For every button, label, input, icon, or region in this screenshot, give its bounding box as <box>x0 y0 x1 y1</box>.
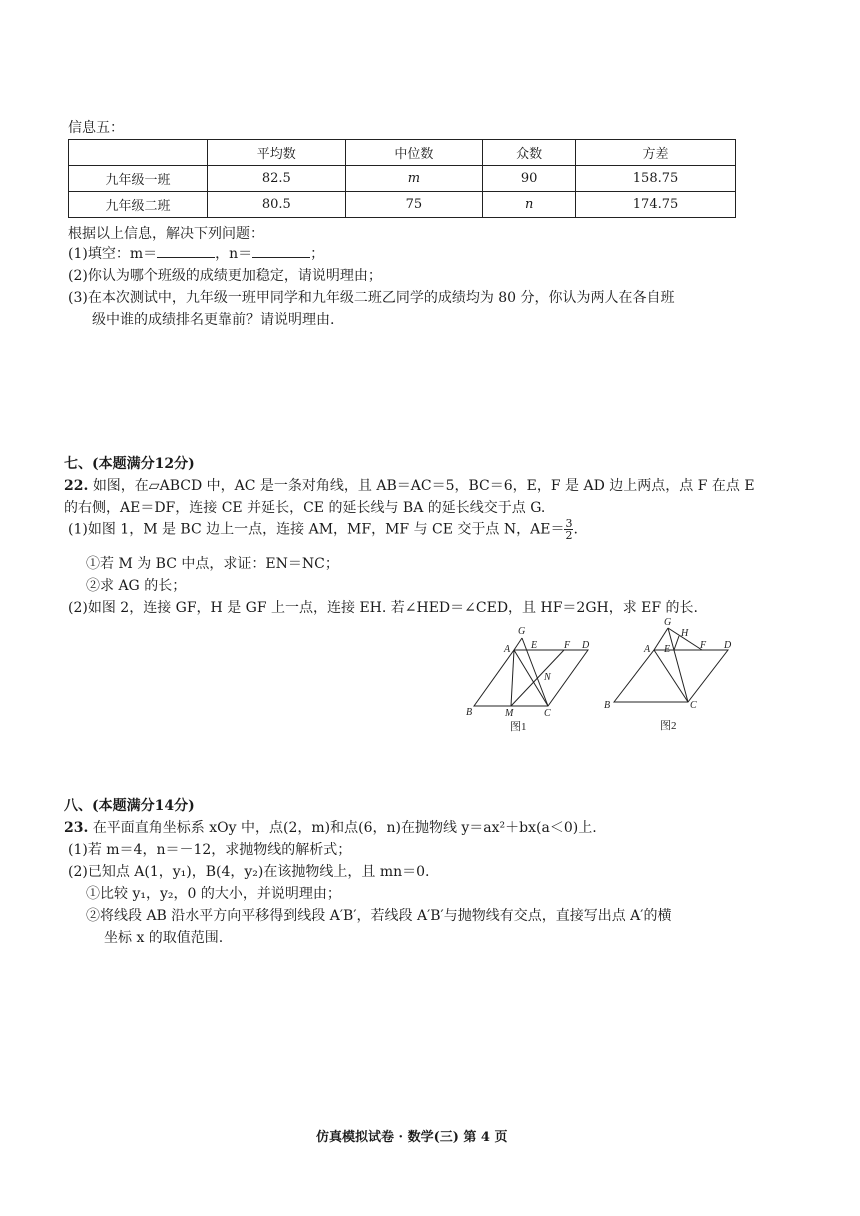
label-a: A <box>504 644 511 655</box>
table-row <box>69 192 736 218</box>
q23-text: 在平面直角坐标系 xOy 中，点(2，m)和点(6，n)在抛物线 y＝ax²＋bx(a＜0)上. <box>92 820 597 836</box>
q23-part2b-line2: 坐标 x 的取值范围. <box>104 930 224 946</box>
table-header-cell: 方差 <box>576 140 736 166</box>
label-m: M <box>505 708 514 719</box>
label-e: E <box>664 644 671 655</box>
label-a: A <box>644 644 651 655</box>
q22-part1a: ①若 M 为 BC 中点，求证：EN＝NC； <box>86 556 339 572</box>
q1-mid: ，n＝ <box>215 246 253 262</box>
q22-part1-text: (1)如图 1，M 是 BC 边上一点，连接 AM，MF，MF 与 CE 交于点 N，AE＝ <box>68 521 565 538</box>
q22-number: 22. <box>64 478 89 494</box>
table-cell: 90 <box>483 166 576 192</box>
section7-title: 七、(本题满分12分) <box>64 456 195 472</box>
segment-ac <box>654 650 688 702</box>
q1-end: ； <box>310 246 325 262</box>
table-cell: m <box>345 166 483 192</box>
table-header-cell <box>69 140 208 166</box>
info5-q3-line2: 级中谁的成绩排名更靠前？请说明理由. <box>92 312 335 328</box>
fraction-denominator: 2 <box>565 529 573 542</box>
q22-text: 如图，在▱ABCD 中，AC 是一条对角线，且 AB＝AC＝5，BC＝6，E，F 是 AD 边上两点，点 F 在点 E <box>92 478 755 494</box>
stats-table <box>68 139 736 218</box>
answer-blank-m[interactable] <box>157 245 215 258</box>
table-cell: 九年级一班 <box>69 166 208 192</box>
table-row <box>69 166 736 192</box>
label-c: C <box>544 708 551 719</box>
label-h: H <box>681 628 689 639</box>
info5-heading: 信息五： <box>68 120 124 136</box>
q22-part1 <box>68 518 578 541</box>
q23-part2: (2)已知点 A(1，y₁)，B(4，y₂)在该抛物线上，且 mn＝0. <box>68 864 430 880</box>
label-b: B <box>466 707 473 718</box>
q23-part2a: ①比较 y₁，y₂，0 的大小，并说明理由； <box>86 886 341 902</box>
label-n: N <box>544 672 551 683</box>
label-g: G <box>664 617 672 628</box>
info5-prompt: 根据以上信息，解决下列问题： <box>68 226 264 242</box>
q22-part2: (2)如图 2，连接 GF，H 是 GF 上一点，连接 EH. 若∠HED＝∠CED，且 HF＝2GH，求 EF 的长. <box>68 600 698 616</box>
segment-eh <box>674 636 679 650</box>
figure-1-caption: 图1 <box>510 721 527 733</box>
label-e: E <box>531 640 538 651</box>
q1-prefix: (1)填空：m＝ <box>68 246 158 262</box>
figure-2 <box>600 616 740 734</box>
table-header-row <box>69 140 736 166</box>
table-header-cell: 平均数 <box>208 140 346 166</box>
section8-title: 八、(本题满分14分) <box>64 798 195 814</box>
table-header-cell: 中位数 <box>345 140 483 166</box>
label-c: C <box>690 700 697 711</box>
q22-part1-end: . <box>573 521 578 538</box>
label-b: B <box>604 700 611 711</box>
segment-ag <box>514 638 522 650</box>
info5-q3-line1: (3)在本次测试中，九年级一班甲同学和九年级二班乙同学的成绩均为 80 分，你认为两人在各自班 <box>68 290 675 306</box>
fraction-numerator: 3 <box>565 517 573 530</box>
figure-2-caption: 图2 <box>660 720 677 732</box>
table-cell: 158.75 <box>576 166 736 192</box>
q23-line1 <box>64 818 597 838</box>
table-cell: n <box>483 192 576 218</box>
q23-number: 23. <box>64 820 89 836</box>
answer-blank-n[interactable] <box>252 245 310 258</box>
q22-line2: 的右侧，AE＝DF，连接 CE 并延长，CE 的延长线与 BA 的延长线交于点 G. <box>64 500 546 516</box>
table-cell: 80.5 <box>208 192 346 218</box>
q22-line1 <box>64 476 755 496</box>
segment-am <box>511 650 514 706</box>
q22-part1b: ②求 AG 的长； <box>86 578 187 594</box>
label-g: G <box>518 626 526 637</box>
label-d: D <box>724 640 732 651</box>
q23-part1: (1)若 m＝4，n＝－12，求抛物线的解析式； <box>68 842 352 858</box>
figure-1 <box>460 618 600 736</box>
label-f: F <box>700 640 707 651</box>
page-footer: 仿真模拟试卷 · 数学(三) 第 4 页 <box>316 1130 508 1145</box>
label-d: D <box>582 640 590 651</box>
table-header-cell: 众数 <box>483 140 576 166</box>
info5-q2: (2)你认为哪个班级的成绩更加稳定，请说明理由； <box>68 268 382 284</box>
q23-part2b-line1: ②将线段 AB 沿水平方向平移得到线段 A′B′，若线段 A′B′与抛物线有交点，直接写出点 A′的横 <box>86 908 672 924</box>
table-cell: 82.5 <box>208 166 346 192</box>
table-cell: 174.75 <box>576 192 736 218</box>
table-cell: 九年级二班 <box>69 192 208 218</box>
info5-q1 <box>68 244 324 264</box>
table-cell: 75 <box>345 192 483 218</box>
label-f: F <box>564 640 571 651</box>
